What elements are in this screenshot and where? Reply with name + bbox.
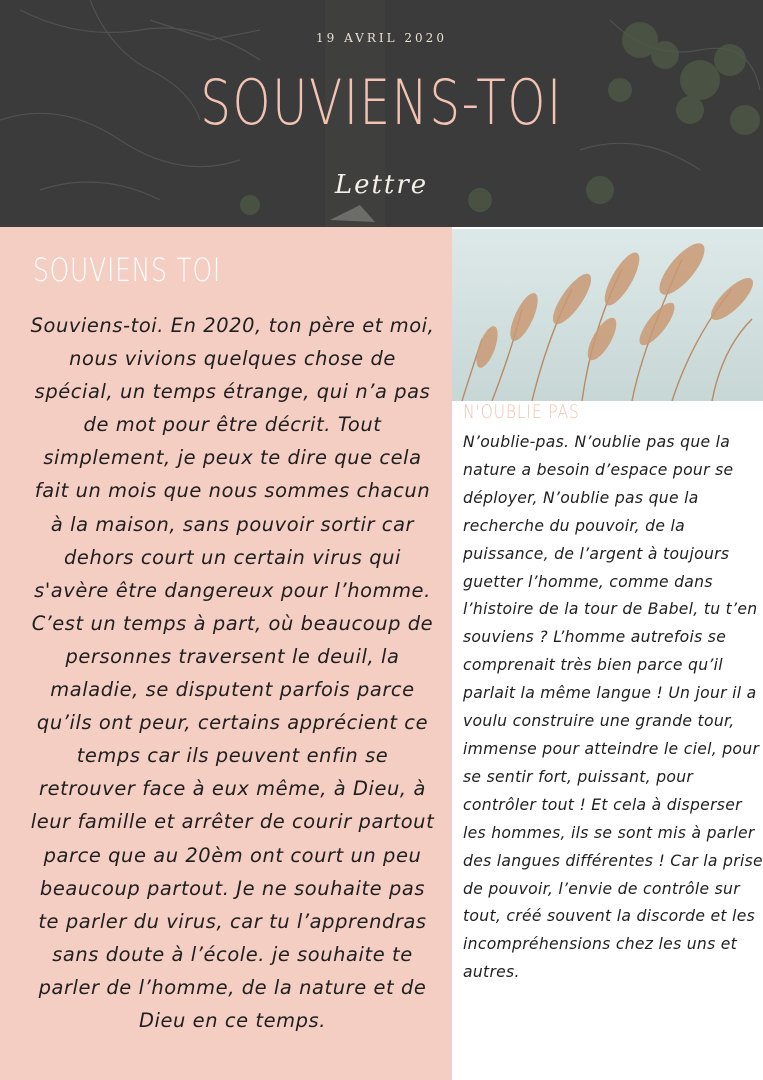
- left-column: [0, 227, 452, 1080]
- date-label: 19 AVRIL 2020: [316, 31, 447, 45]
- right-body-text: N’oublie-pas. N’oublie pas que la nature a besoin d’espace pour se déployer, N’oublie pas que la recherche du pouvoir, de la puissance, de l’argent à toujours guetter l’homme, comme dans l’histoire de la tour de Babel, tu t’en souviens ? L’homme autrefois se comprenait très bien parce qu’il parlait la même langue ! Un jour il a voulu construire une grande tour, immense pour atteindre le ciel, pour se sentir fort, puissant, pour contrôler tout ! Et cela à disperser les hommes, ils se sont mis à parler des langues différentes ! Car la prise de pouvoir, l’envie de contrôle sur tout, créé souvent la discorde et les incompréhensions chez les uns et autres.: [463, 433, 763, 982]
- left-heading: SOUVIENS TOI: [33, 251, 222, 289]
- header-banner: [0, 0, 763, 227]
- grass-photo: [452, 229, 763, 401]
- right-heading: N'OUBLIE PAS: [463, 401, 580, 423]
- page-subtitle: Lettre: [334, 170, 429, 200]
- page-title: SOUVIENS-TOI: [200, 66, 563, 139]
- left-body-text: Souviens-toi. En 2020, ton père et moi, nous vivions quelques chose de spécial, un temps étrange, qui n’a pas de mot pour être décrit. Tout simplement, je peux te dire que cela fait un mois que nous sommes chacun à la maison, sans pouvoir sortir car dehors court un certain virus qui s'avère être dangereux pour l’homme. C’est un temps à part, où beaucoup de personnes traversent le deuil, la maladie, se disputent parfois parce qu’ils ont peur, certains apprécient ce temps car ils peuvent enfin se retrouver face à eux même, à Dieu, à leur famille et arrêter de courir partout parce que au 20èm ont court un peu beaucoup partout. Je ne souhaite pas te parler du virus, car tu l’apprendras sans doute à l’école. je souhaite te parler de l’homme, de la nature et de Dieu en ce temps.: [30, 314, 435, 1032]
